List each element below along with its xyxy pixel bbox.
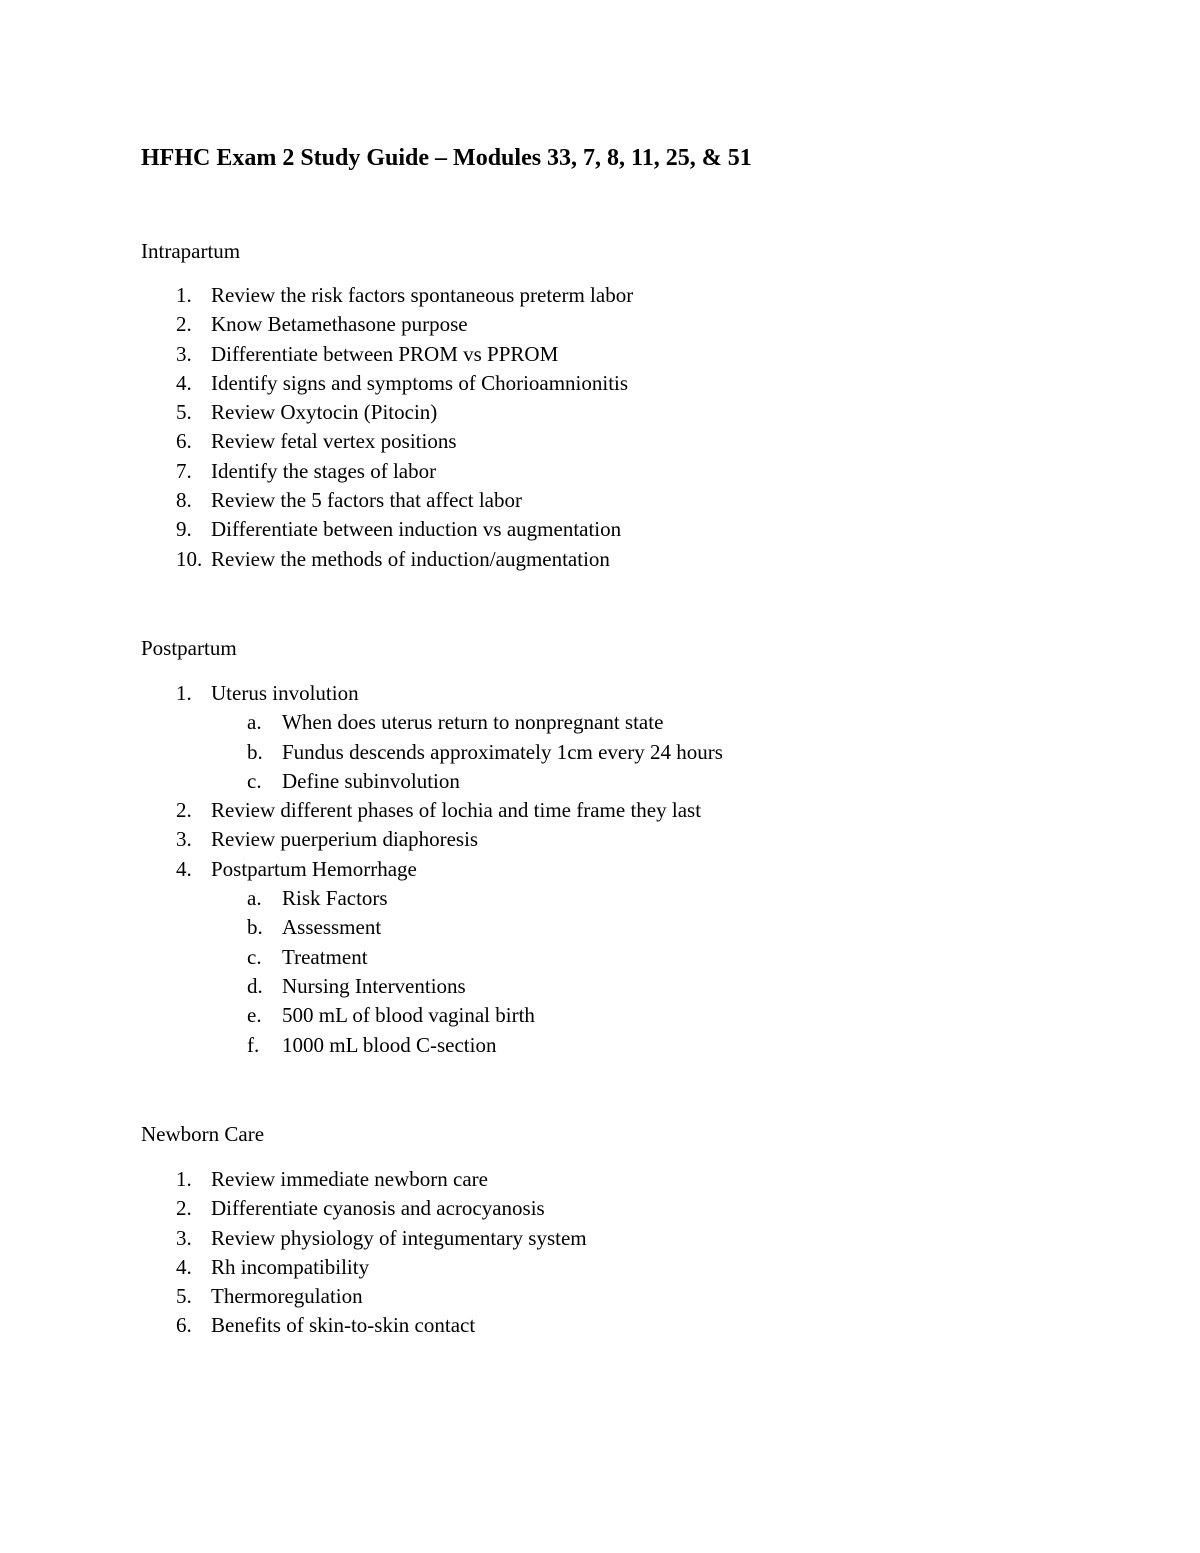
page-title: HFHC Exam 2 Study Guide – Modules 33, 7, 8, 11, 25, & 51 bbox=[141, 145, 752, 171]
section-heading-intrapartum: Intrapartum bbox=[141, 239, 241, 263]
section-heading-postpartum: Postpartum bbox=[141, 636, 237, 660]
section-heading-newborn-care: Newborn Care bbox=[141, 1122, 265, 1146]
document-page: HFHC Exam 2 Study Guide – Modules 33, 7, 8, 11, 25, & 51 Intrapartum 1. Review the risk factors spontaneous preterm labor 2. Know Betamethasone purpose 3. Differentiate between PROM vs PPROM 4. Identify signs and symptoms of Chorioamnionitis 5. Review Oxytocin (Pitocin) 6. Review fetal vertex positions 7. Identify the stages of labor 8. Review the 5 factors that affect labor 9. Differentiate between induction vs augmentation 10. Review the methods of induction/augmentation Postpartum 1. Uterus involution a. When does uterus return to nonpregnant state b. Fundus descends approximately 1cm every 24 hours c. Define subinvolution 2. Review different phases of lochia and time frame they last 3. Review puerperium diaphoresis 4. Postpartum Hemorrhage a. Risk Factors b. Assessment c. Treatment d. Nursing Interventions e. 500 mL of blood vaginal birth f. 1000 mL blood C-section Newborn Care 1. Review immediate newborn care 2. Differentiate cyanosis and acrocyanosis 3. Review physiology of integumentary system 4. Rh incompatibility 5. Thermoregulation 6. Benefits of skin-to-skin contact bbox=[0, 0, 1200, 1553]
